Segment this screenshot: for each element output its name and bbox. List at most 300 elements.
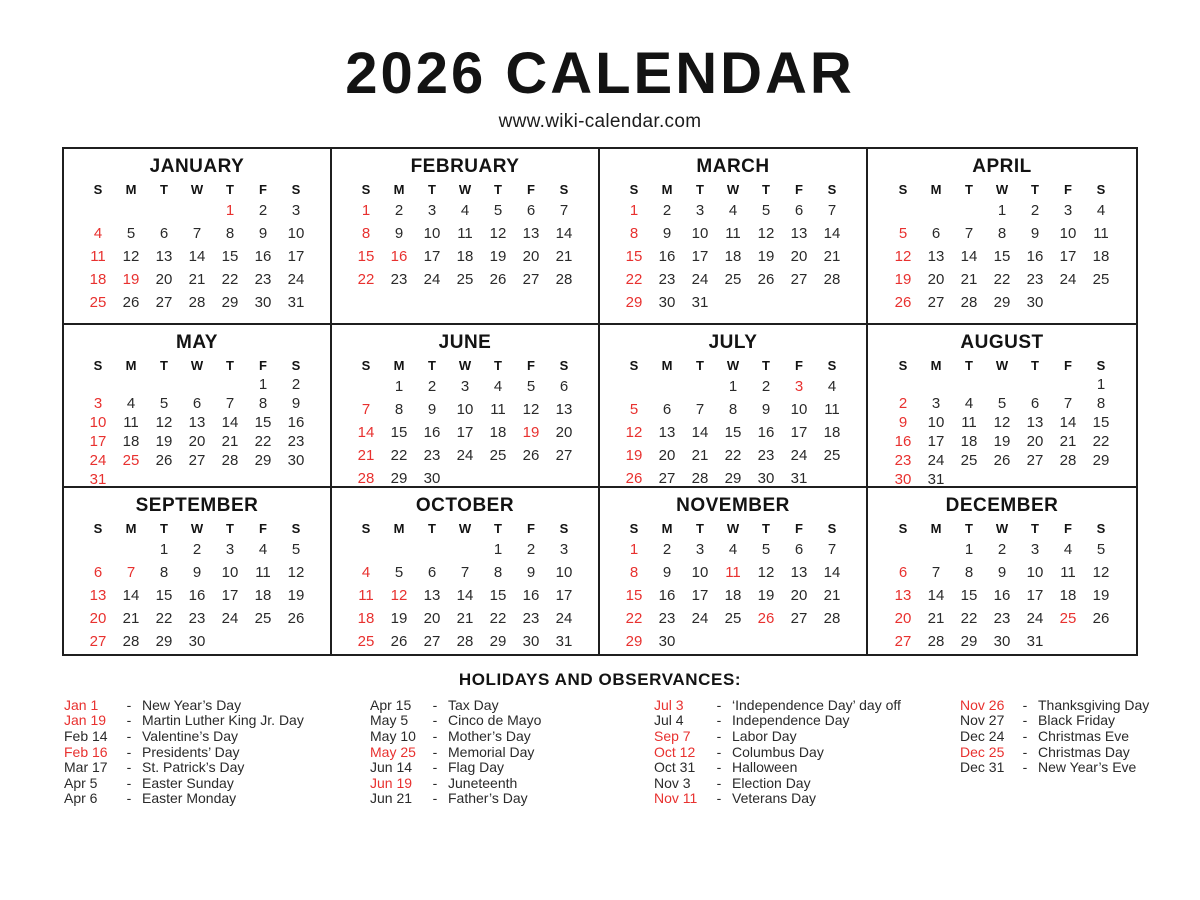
day-cell: 15 bbox=[489, 586, 507, 604]
empty-day-cell bbox=[416, 538, 449, 561]
holiday-name: Memorial Day bbox=[448, 743, 535, 760]
holiday-date: Jan 1 bbox=[64, 696, 99, 713]
weekday-header: S bbox=[827, 181, 837, 197]
day-cell: 26 bbox=[287, 609, 305, 627]
day-cell: 13 bbox=[522, 224, 540, 242]
holiday-date: Jan 19 bbox=[64, 712, 107, 729]
day-cell: 21 bbox=[823, 247, 841, 265]
day-cell: 17 bbox=[456, 423, 474, 441]
day-cell: 21 bbox=[221, 432, 239, 450]
day-cell: 26 bbox=[489, 270, 507, 288]
day-cell: 14 bbox=[823, 224, 841, 242]
weekday-header: W bbox=[190, 520, 204, 536]
holiday-date: Nov 11 bbox=[654, 790, 698, 807]
day-cell: 24 bbox=[1026, 609, 1044, 627]
day-cell: 25 bbox=[1092, 270, 1110, 288]
day-cell: 20 bbox=[89, 609, 107, 627]
weekday-header: W bbox=[458, 520, 472, 536]
day-cell: 24 bbox=[691, 270, 709, 288]
day-cell: 21 bbox=[188, 270, 206, 288]
day-cell: 16 bbox=[254, 247, 272, 265]
day-cell: 17 bbox=[221, 586, 239, 604]
day-cell: 28 bbox=[122, 632, 140, 650]
holiday-name: Black Friday bbox=[1038, 712, 1116, 729]
day-cell: 21 bbox=[927, 609, 945, 627]
day-cell: 2 bbox=[997, 540, 1007, 558]
holiday-entry bbox=[370, 698, 654, 714]
holiday-separator: - bbox=[716, 728, 722, 745]
day-cell: 30 bbox=[993, 632, 1011, 650]
day-cell: 9 bbox=[258, 224, 268, 242]
holiday-entry bbox=[654, 698, 960, 714]
day-cell: 12 bbox=[1092, 563, 1110, 581]
weekday-header: W bbox=[726, 181, 740, 197]
holiday-name: Christmas Day bbox=[1038, 743, 1130, 760]
day-cell: 14 bbox=[357, 423, 375, 441]
weekday-header: F bbox=[795, 181, 803, 197]
holiday-separator: - bbox=[126, 728, 132, 745]
empty-day-cell bbox=[82, 538, 115, 561]
weekday-header: W bbox=[726, 357, 740, 373]
day-cell: 25 bbox=[724, 609, 742, 627]
day-cell: 9 bbox=[761, 400, 771, 418]
day-cell: 2 bbox=[394, 201, 404, 219]
day-cell: 25 bbox=[960, 451, 978, 469]
month-title: APRIL bbox=[972, 155, 1032, 177]
weekday-header: S bbox=[629, 520, 639, 536]
day-cell: 21 bbox=[555, 247, 573, 265]
holiday-entry bbox=[370, 760, 654, 776]
day-cell: 27 bbox=[894, 632, 912, 650]
day-cell: 29 bbox=[254, 451, 272, 469]
holiday-name: Christmas Eve bbox=[1038, 728, 1130, 745]
day-cell: 14 bbox=[927, 586, 945, 604]
day-cell: 11 bbox=[123, 413, 139, 431]
holiday-entry bbox=[960, 713, 1170, 729]
weekday-header: T bbox=[226, 520, 234, 536]
day-cell: 31 bbox=[1026, 632, 1044, 650]
month-day-grid bbox=[332, 356, 598, 490]
month-day-grid bbox=[868, 519, 1136, 653]
day-cell: 6 bbox=[931, 224, 941, 242]
weekday-header: S bbox=[898, 520, 908, 536]
holiday-name: Veterans Day bbox=[732, 790, 817, 807]
day-cell: 9 bbox=[291, 394, 301, 412]
weekday-header: F bbox=[527, 357, 535, 373]
day-cell: 11 bbox=[490, 400, 506, 418]
empty-day-cell bbox=[920, 375, 953, 394]
holiday-name: Tax Day bbox=[448, 696, 499, 713]
empty-day-cell bbox=[383, 538, 416, 561]
day-cell: 30 bbox=[1026, 293, 1044, 311]
day-cell: 1 bbox=[258, 375, 268, 393]
weekday-header: M bbox=[661, 520, 673, 536]
weekday-header: T bbox=[1031, 181, 1039, 197]
page-subtitle: www.wiki-calendar.com bbox=[498, 110, 702, 132]
day-cell: 29 bbox=[489, 632, 507, 650]
day-cell: 27 bbox=[89, 632, 107, 650]
holiday-separator: - bbox=[432, 774, 438, 791]
weekday-header: M bbox=[930, 520, 942, 536]
day-cell: 19 bbox=[522, 423, 540, 441]
weekday-header: T bbox=[160, 181, 168, 197]
day-cell: 26 bbox=[522, 446, 540, 464]
day-cell: 13 bbox=[894, 586, 912, 604]
month-april bbox=[868, 149, 1136, 325]
weekday-header: F bbox=[795, 520, 803, 536]
day-cell: 18 bbox=[823, 423, 841, 441]
day-cell: 14 bbox=[221, 413, 239, 431]
day-cell: 28 bbox=[691, 469, 709, 487]
empty-day-cell bbox=[82, 375, 115, 394]
day-cell: 20 bbox=[522, 247, 540, 265]
weekday-header: M bbox=[661, 181, 673, 197]
day-cell: 1 bbox=[394, 377, 404, 395]
empty-day-cell bbox=[449, 538, 482, 561]
weekday-header: W bbox=[726, 520, 740, 536]
day-cell: 8 bbox=[997, 224, 1007, 242]
month-december bbox=[868, 488, 1136, 654]
weekday-header: S bbox=[93, 520, 103, 536]
day-cell: 13 bbox=[1026, 413, 1044, 431]
day-cell: 10 bbox=[691, 224, 709, 242]
holiday-entry bbox=[960, 760, 1170, 776]
month-title: MARCH bbox=[696, 155, 770, 177]
day-cell: 29 bbox=[960, 632, 978, 650]
holiday-entry bbox=[370, 713, 654, 729]
day-cell: 25 bbox=[456, 270, 474, 288]
day-cell: 28 bbox=[823, 609, 841, 627]
weekday-header: S bbox=[629, 181, 639, 197]
day-cell: 22 bbox=[960, 609, 978, 627]
month-title: FEBRUARY bbox=[410, 155, 520, 177]
holiday-entry bbox=[64, 745, 370, 761]
weekday-header: T bbox=[160, 520, 168, 536]
day-cell: 21 bbox=[960, 270, 978, 288]
month-day-grid bbox=[64, 356, 330, 489]
day-cell: 2 bbox=[192, 540, 202, 558]
day-cell: 16 bbox=[522, 586, 540, 604]
day-cell: 17 bbox=[927, 432, 945, 450]
day-cell: 11 bbox=[457, 224, 473, 242]
day-cell: 30 bbox=[423, 469, 441, 487]
day-cell: 10 bbox=[456, 400, 474, 418]
holiday-entry bbox=[654, 713, 960, 729]
day-cell: 15 bbox=[254, 413, 272, 431]
day-cell: 11 bbox=[255, 563, 271, 581]
month-day-grid bbox=[600, 356, 866, 490]
day-cell: 3 bbox=[1030, 540, 1040, 558]
empty-day-cell bbox=[920, 199, 953, 222]
day-cell: 13 bbox=[555, 400, 573, 418]
day-cell: 7 bbox=[964, 224, 974, 242]
empty-day-cell bbox=[1019, 375, 1052, 394]
day-cell: 7 bbox=[827, 201, 837, 219]
weekday-header: S bbox=[291, 181, 301, 197]
day-cell: 27 bbox=[790, 270, 808, 288]
day-cell: 3 bbox=[1063, 201, 1073, 219]
day-cell: 13 bbox=[790, 563, 808, 581]
weekday-header: T bbox=[965, 520, 973, 536]
day-cell: 18 bbox=[122, 432, 140, 450]
day-cell: 1 bbox=[964, 540, 974, 558]
weekday-header: F bbox=[527, 520, 535, 536]
weekday-header: M bbox=[125, 181, 137, 197]
day-cell: 12 bbox=[122, 247, 140, 265]
day-cell: 16 bbox=[894, 432, 912, 450]
holiday-name: Halloween bbox=[732, 759, 798, 776]
weekday-header: F bbox=[527, 181, 535, 197]
empty-day-cell bbox=[1052, 375, 1085, 394]
day-cell: 19 bbox=[390, 609, 408, 627]
weekday-header: F bbox=[259, 520, 267, 536]
day-cell: 2 bbox=[662, 540, 672, 558]
day-cell: 23 bbox=[254, 270, 272, 288]
holiday-entry bbox=[960, 729, 1170, 745]
holiday-date: Nov 3 bbox=[654, 774, 691, 791]
day-cell: 17 bbox=[287, 247, 305, 265]
day-cell: 3 bbox=[291, 201, 301, 219]
day-cell: 28 bbox=[823, 270, 841, 288]
weekday-header: F bbox=[1064, 520, 1072, 536]
day-cell: 18 bbox=[489, 423, 507, 441]
holiday-date: Apr 5 bbox=[64, 774, 98, 791]
day-cell: 4 bbox=[126, 394, 136, 412]
weekday-header: S bbox=[291, 357, 301, 373]
day-cell: 3 bbox=[427, 201, 437, 219]
holiday-name: Easter Monday bbox=[142, 790, 237, 807]
day-cell: 25 bbox=[1059, 609, 1077, 627]
holiday-separator: - bbox=[126, 743, 132, 760]
day-cell: 29 bbox=[993, 293, 1011, 311]
day-cell: 23 bbox=[894, 451, 912, 469]
day-cell: 27 bbox=[423, 632, 441, 650]
day-cell: 15 bbox=[993, 247, 1011, 265]
holiday-date: Jun 21 bbox=[370, 790, 413, 807]
month-day-grid bbox=[600, 519, 866, 653]
day-cell: 18 bbox=[724, 247, 742, 265]
day-cell: 26 bbox=[155, 451, 173, 469]
month-day-grid bbox=[600, 180, 866, 314]
weekday-header: T bbox=[762, 357, 770, 373]
month-day-grid bbox=[332, 180, 598, 291]
day-cell: 3 bbox=[93, 394, 103, 412]
day-cell: 23 bbox=[423, 446, 441, 464]
day-cell: 31 bbox=[89, 470, 107, 488]
month-november bbox=[600, 488, 868, 654]
day-cell: 10 bbox=[555, 563, 573, 581]
day-cell: 16 bbox=[993, 586, 1011, 604]
day-cell: 12 bbox=[757, 224, 775, 242]
holiday-date: Feb 16 bbox=[64, 743, 108, 760]
day-cell: 28 bbox=[188, 293, 206, 311]
day-cell: 28 bbox=[555, 270, 573, 288]
holiday-separator: - bbox=[716, 696, 722, 713]
day-cell: 27 bbox=[555, 446, 573, 464]
weekday-header: T bbox=[494, 520, 502, 536]
empty-day-cell bbox=[115, 199, 148, 222]
weekday-header: F bbox=[1064, 357, 1072, 373]
month-title: SEPTEMBER bbox=[135, 494, 259, 516]
day-cell: 6 bbox=[93, 563, 103, 581]
weekday-header: M bbox=[393, 181, 405, 197]
day-cell: 21 bbox=[691, 446, 709, 464]
day-cell: 14 bbox=[960, 247, 978, 265]
day-cell: 4 bbox=[361, 563, 371, 581]
page-title: 2026 CALENDAR bbox=[345, 41, 855, 106]
day-cell: 15 bbox=[625, 247, 643, 265]
day-cell: 12 bbox=[993, 413, 1011, 431]
day-cell: 24 bbox=[89, 451, 107, 469]
weekday-header: W bbox=[995, 357, 1009, 373]
weekday-header: S bbox=[291, 520, 301, 536]
month-title: JANUARY bbox=[149, 155, 245, 177]
weekday-header: M bbox=[125, 520, 137, 536]
holiday-separator: - bbox=[432, 712, 438, 729]
day-cell: 30 bbox=[287, 451, 305, 469]
month-title: AUGUST bbox=[960, 331, 1044, 353]
day-cell: 17 bbox=[89, 432, 107, 450]
day-cell: 26 bbox=[757, 609, 775, 627]
holiday-separator: - bbox=[432, 696, 438, 713]
holiday-entry bbox=[654, 760, 960, 776]
weekday-header: W bbox=[458, 357, 472, 373]
empty-day-cell bbox=[986, 375, 1019, 394]
day-cell: 2 bbox=[1030, 201, 1040, 219]
day-cell: 20 bbox=[927, 270, 945, 288]
holiday-separator: - bbox=[716, 790, 722, 807]
weekday-header: T bbox=[226, 357, 234, 373]
day-cell: 22 bbox=[489, 609, 507, 627]
holiday-entry bbox=[654, 791, 960, 807]
holiday-separator: - bbox=[716, 774, 722, 791]
empty-day-cell bbox=[115, 538, 148, 561]
holiday-date: Oct 31 bbox=[654, 759, 696, 776]
day-cell: 12 bbox=[757, 563, 775, 581]
weekday-header: F bbox=[259, 181, 267, 197]
day-cell: 8 bbox=[361, 224, 371, 242]
day-cell: 31 bbox=[555, 632, 573, 650]
weekday-header: S bbox=[1096, 357, 1106, 373]
day-cell: 5 bbox=[997, 394, 1007, 412]
weekday-header: S bbox=[827, 357, 837, 373]
holiday-entry bbox=[654, 745, 960, 761]
day-cell: 25 bbox=[89, 293, 107, 311]
day-cell: 21 bbox=[357, 446, 375, 464]
day-cell: 29 bbox=[390, 469, 408, 487]
holiday-separator: - bbox=[1022, 743, 1028, 760]
day-cell: 26 bbox=[625, 469, 643, 487]
day-cell: 16 bbox=[390, 247, 408, 265]
holiday-name: Election Day bbox=[732, 774, 811, 791]
day-cell: 15 bbox=[960, 586, 978, 604]
holiday-entry bbox=[654, 776, 960, 792]
day-cell: 22 bbox=[625, 609, 643, 627]
day-cell: 22 bbox=[724, 446, 742, 464]
month-title: JUNE bbox=[438, 331, 492, 353]
holiday-date: Oct 12 bbox=[654, 743, 696, 760]
weekday-header: T bbox=[762, 520, 770, 536]
weekday-header: S bbox=[361, 357, 371, 373]
day-cell: 20 bbox=[790, 586, 808, 604]
holiday-date: Jun 14 bbox=[370, 759, 413, 776]
day-cell: 23 bbox=[1026, 270, 1044, 288]
day-cell: 12 bbox=[489, 224, 507, 242]
weekday-header: M bbox=[930, 357, 942, 373]
day-cell: 2 bbox=[761, 377, 771, 395]
empty-day-cell bbox=[181, 199, 214, 222]
day-cell: 5 bbox=[493, 201, 503, 219]
holiday-name: New Year’s Day bbox=[142, 696, 242, 713]
empty-day-cell bbox=[618, 375, 651, 398]
day-cell: 1 bbox=[728, 377, 738, 395]
day-cell: 7 bbox=[827, 540, 837, 558]
day-cell: 28 bbox=[456, 632, 474, 650]
weekday-header: T bbox=[1031, 357, 1039, 373]
day-cell: 5 bbox=[761, 540, 771, 558]
day-cell: 28 bbox=[1059, 451, 1077, 469]
day-cell: 9 bbox=[394, 224, 404, 242]
day-cell: 24 bbox=[287, 270, 305, 288]
day-cell: 5 bbox=[526, 377, 536, 395]
day-cell: 16 bbox=[757, 423, 775, 441]
holiday-name: Valentine’s Day bbox=[142, 728, 238, 745]
day-cell: 31 bbox=[691, 293, 709, 311]
weekday-header: W bbox=[995, 181, 1009, 197]
holiday-column bbox=[370, 698, 654, 807]
day-cell: 27 bbox=[927, 293, 945, 311]
holiday-entry bbox=[370, 791, 654, 807]
holiday-separator: - bbox=[126, 759, 132, 776]
month-day-grid bbox=[64, 180, 330, 314]
holiday-separator: - bbox=[716, 743, 722, 760]
day-cell: 25 bbox=[823, 446, 841, 464]
day-cell: 24 bbox=[555, 609, 573, 627]
day-cell: 5 bbox=[629, 400, 639, 418]
holiday-entry bbox=[64, 713, 370, 729]
holiday-name: Martin Luther King Jr. Day bbox=[142, 712, 304, 729]
day-cell: 28 bbox=[960, 293, 978, 311]
day-cell: 15 bbox=[390, 423, 408, 441]
month-title: NOVEMBER bbox=[676, 494, 790, 516]
day-cell: 17 bbox=[691, 247, 709, 265]
day-cell: 13 bbox=[927, 247, 945, 265]
day-cell: 9 bbox=[526, 563, 536, 581]
empty-day-cell bbox=[148, 375, 181, 394]
weekday-header: T bbox=[696, 520, 704, 536]
day-cell: 13 bbox=[790, 224, 808, 242]
day-cell: 8 bbox=[258, 394, 268, 412]
holiday-name: Thanksgiving Day bbox=[1038, 696, 1150, 713]
day-cell: 17 bbox=[423, 247, 441, 265]
holiday-date: Feb 14 bbox=[64, 728, 108, 745]
day-cell: 19 bbox=[489, 247, 507, 265]
empty-day-cell bbox=[684, 375, 717, 398]
day-cell: 3 bbox=[695, 201, 705, 219]
day-cell: 1 bbox=[225, 201, 235, 219]
day-cell: 29 bbox=[724, 469, 742, 487]
day-cell: 16 bbox=[1026, 247, 1044, 265]
day-cell: 20 bbox=[1026, 432, 1044, 450]
day-cell: 22 bbox=[357, 270, 375, 288]
weekday-header: S bbox=[361, 181, 371, 197]
day-cell: 10 bbox=[221, 563, 239, 581]
weekday-header: S bbox=[361, 520, 371, 536]
day-cell: 3 bbox=[460, 377, 470, 395]
day-cell: 9 bbox=[192, 563, 202, 581]
day-cell: 10 bbox=[89, 413, 107, 431]
day-cell: 15 bbox=[625, 586, 643, 604]
